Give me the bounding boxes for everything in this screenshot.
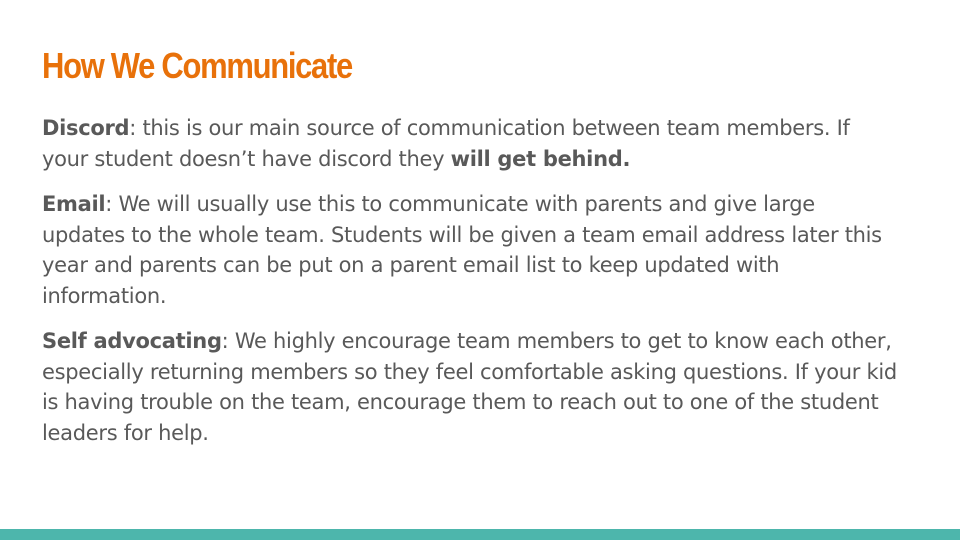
slide-title: How We Communicate (42, 45, 352, 86)
slide-body (42, 113, 902, 463)
paragraph-label: Discord (42, 116, 130, 140)
paragraph-discord (42, 113, 902, 174)
paragraph-emphasis: will get behind. (450, 146, 631, 171)
paragraph-text: : We highly encourage team members to get to know each other, especially returning members so they feel comfortable asking questions. If your kid is having trouble on the team, encourage them to reach out to one of the student leaders for help. (42, 329, 897, 445)
paragraph-email (42, 189, 902, 311)
paragraph-text: : this is our main source of communication between team members. If your student doesn’t have discord they (42, 116, 850, 171)
paragraph-label: Self advocating (42, 329, 222, 353)
paragraph-text: : We will usually use this to communicate with parents and give large updates to the whole team. Students will be given a team email address later this year and parents can be put on a parent email list to keep updated with information. (42, 192, 882, 308)
paragraph-label: Email (42, 192, 106, 216)
paragraph-self-advocating (42, 326, 902, 448)
footer-accent-bar (0, 529, 960, 540)
